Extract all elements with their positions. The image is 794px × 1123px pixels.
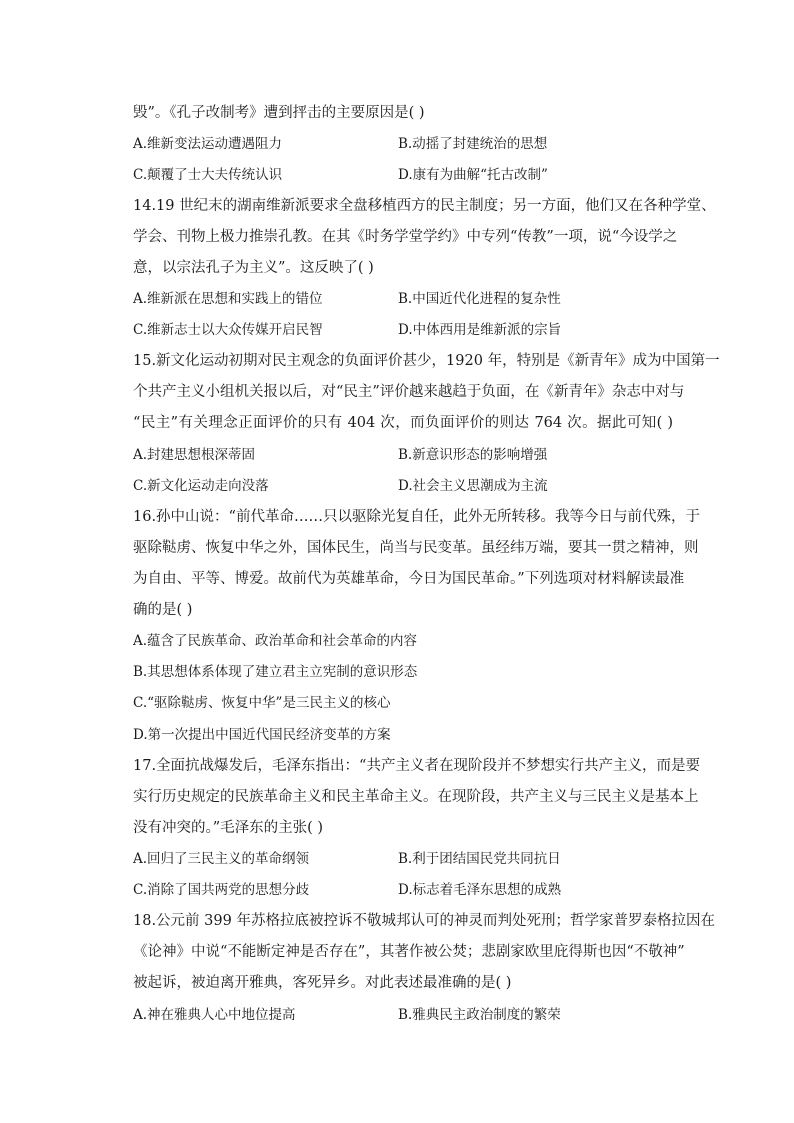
question-17-option-a: A.回归了三民主义的革命纲领 bbox=[133, 851, 310, 867]
question-14-stem-line-2: 学会、刊物上极力推崇孔教。在其《时务学堂学约》中专列“传教”一项，说“今设学之 bbox=[133, 229, 678, 245]
question-13-option-a: A.维新变法运动遭遇阻力 bbox=[133, 136, 283, 152]
question-15-option-d: D.社会主义思潮成为主流 bbox=[398, 478, 548, 494]
question-16-option-c: C.“驱除鞑虏、恢复中华”是三民主义的核心 bbox=[133, 695, 391, 711]
question-18-stem-line-3: 被起诉，被迫离开雅典，客死异乡。对此表述最准确的是( ) bbox=[133, 975, 512, 991]
question-15-stem-line-1: 15.新文化运动初期对民主观念的负面评价甚少，1920 年，特别是《新青年》成为中国第一 bbox=[133, 353, 720, 369]
question-16-option-d: D.第一次提出中国近代国民经济变革的方案 bbox=[133, 727, 391, 743]
question-15-stem-line-3: “民主”有关理念正面评价的只有 404 次，而负面评价的则达 764 次。据此可知( ) bbox=[133, 415, 673, 431]
question-17-option-b: B.利于团结国民党共同抗日 bbox=[398, 851, 561, 867]
question-16-stem-line-4: 确的是( ) bbox=[133, 602, 193, 618]
question-15-option-c: C.新文化运动走向没落 bbox=[133, 478, 269, 494]
question-16-stem-line-1: 16.孙中山说：“前代革命……只以驱除光复自任，此外无所转移。我等今日与前代殊，于 bbox=[133, 509, 700, 525]
question-15-option-b: B.新意识形态的影响增强 bbox=[398, 447, 548, 463]
question-13-option-d: D.康有为曲解“托古改制” bbox=[398, 167, 548, 183]
question-13-option-b: B.动摇了封建统治的思想 bbox=[398, 136, 548, 152]
question-13-stem-tail: 毁”。《孔子改制考》遭到抨击的主要原因是( ) bbox=[133, 105, 425, 121]
question-14-option-b: B.中国近代化进程的复杂性 bbox=[398, 291, 561, 307]
question-13-option-c: C.颠覆了士大夫传统认识 bbox=[133, 167, 283, 183]
question-17-option-d: D.标志着毛泽东思想的成熟 bbox=[398, 882, 562, 898]
question-15-stem-line-2: 个共产主义小组机关报以后，对“民主”评价越来越趋于负面，在《新青年》杂志中对与 bbox=[133, 384, 685, 400]
question-16-stem-line-2: 驱除鞑虏、恢复中华之外，国体民生，尚当与民变革。虽经纬万端，要其一贯之精神，则 bbox=[133, 540, 699, 556]
question-17-option-c: C.消除了国共两党的思想分歧 bbox=[133, 882, 310, 898]
question-14-option-a: A.维新派在思想和实践上的错位 bbox=[133, 291, 323, 307]
question-16-stem-line-3: 为自由、平等、博爱。故前代为英雄革命，今日为国民革命。”下列选项对材料解读最准 bbox=[133, 571, 685, 587]
question-14-option-c: C.维新志士以大众传媒开启民智 bbox=[133, 322, 323, 338]
question-18-option-a: A.神在雅典人心中地位提高 bbox=[133, 1007, 296, 1023]
question-18-stem-line-2: 《论神》中说“不能断定神是否存在”，其著作被公焚；悲剧家欧里庇得斯也因“不敬神” bbox=[133, 944, 685, 960]
question-17-stem-line-2: 实行历史规定的民族革命主义和民主革命主义。在现阶段，共产主义与三民主义是基本上 bbox=[133, 789, 699, 805]
question-16-option-b: B.其思想体系体现了建立君主立宪制的意识形态 bbox=[133, 664, 418, 680]
question-14-stem-line-1: 14.19 世纪末的湖南维新派要求全盘移植西方的民主制度；另一方面，他们又在各种学堂、 bbox=[133, 198, 716, 214]
question-14-option-d: D.中体西用是维新派的宗旨 bbox=[398, 322, 562, 338]
question-14-stem-line-3: 意，以宗法孔子为主义”。这反映了( ) bbox=[133, 260, 374, 276]
question-15-option-a: A.封建思想根深蒂固 bbox=[133, 447, 256, 463]
question-16-option-a: A.蕴含了民族革命、政治革命和社会革命的内容 bbox=[133, 633, 418, 649]
question-17-stem-line-1: 17.全面抗战爆发后，毛泽东指出：“共产主义者在现阶段并不梦想实行共产主义，而是要 bbox=[133, 758, 700, 774]
question-18-option-b: B.雅典民主政治制度的繁荣 bbox=[398, 1007, 561, 1023]
question-18-stem-line-1: 18.公元前 399 年苏格拉底被控诉不敬城邦认可的神灵而判处死刑；哲学家普罗泰格拉因在 bbox=[133, 913, 715, 929]
question-17-stem-line-3: 没有冲突的。”毛泽东的主张( ) bbox=[133, 820, 324, 836]
